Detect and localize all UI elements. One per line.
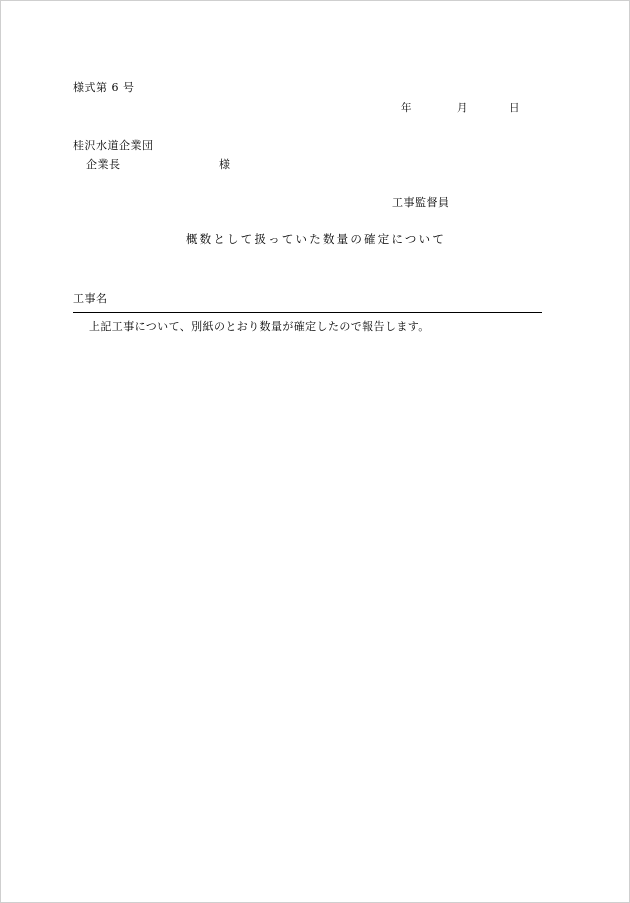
date-month-label: 月 — [457, 102, 468, 114]
sender-role: 工事監督員 — [392, 196, 450, 209]
date-year-label: 年 — [401, 102, 412, 114]
document-body — [1, 1, 630, 903]
work-name-label: 工事名 — [73, 292, 108, 305]
addressee-organization: 桂沢水道企業団 — [73, 139, 154, 152]
document-title: 概数として扱っていた数量の確定について — [185, 232, 447, 246]
date-line — [401, 100, 561, 115]
date-day-label: 日 — [509, 102, 520, 114]
statement-text: 上記工事について、別紙のとおり数量が確定したので報告します。 — [89, 320, 430, 333]
addressee-title: 企業長 — [86, 158, 121, 171]
work-name-rule — [73, 312, 542, 313]
form-code: 様式第 6 号 — [73, 81, 135, 94]
addressee-honorific: 様 — [219, 158, 230, 171]
